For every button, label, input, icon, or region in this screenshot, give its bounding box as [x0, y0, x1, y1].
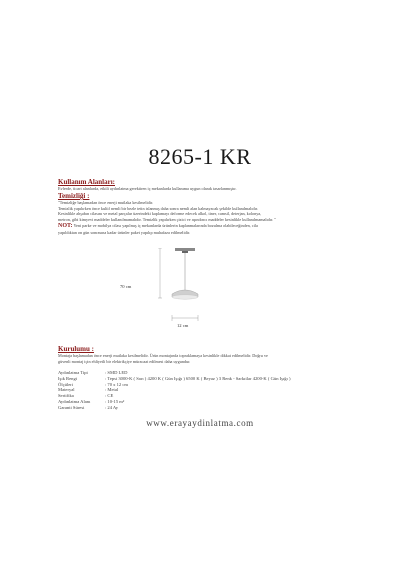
note-text-1: Yeni parke ve mobilya cilası yapılmış iç mekanlarda ürünlerin kaplanmalarında bozulma olabileceğinden, cila [72, 223, 258, 229]
cleaning-line: "Temizliğe başlamadan önce enerji mutlaka kesilmelidir. [58, 200, 154, 205]
spec-value: : CE [105, 393, 114, 399]
cleaning-section [58, 192, 348, 236]
installation-heading [58, 345, 348, 353]
spec-key: Materyal [58, 387, 75, 393]
cleaning-heading [58, 192, 348, 200]
installation-line-1: Montaja başlamadan önce enerji mutlaka kesilmelidir. Ürün montajında topraklamaya kesinlikle dikkat edilmelidir. Doğru ve [58, 353, 268, 358]
spec-key: Aydınlatma Tipi [58, 370, 88, 375]
spec-table [58, 370, 290, 411]
website-url: www.erayaydinlatma.com [146, 418, 254, 428]
cleaning-line: Kesinlikle ahşabın cilasını ve metal parçalar üzerindeki kaplamayı deforme edecek alkol, tiner, camsil, deterjan, kolonya, [58, 211, 262, 217]
spec-key: Işık Rengi [58, 375, 78, 381]
height-label: 70 cm [120, 284, 132, 289]
width-label: 12 cm [177, 323, 189, 328]
ceiling-canopy [175, 248, 195, 251]
spec-value: : 10-15 m² [105, 398, 125, 404]
spec-key: Aydınlatma Alanı [58, 398, 91, 404]
note-text-2: yapıldıktan on gün sonrasına kadar ürünler paket yapılıp muhafaza edilmelidir. [58, 229, 191, 235]
spec-value: : 24 Ay [105, 404, 119, 410]
product-title: 8265-1 KR [148, 144, 252, 169]
spec-value: : SMD LED [105, 370, 128, 375]
spec-key: Sertifika [58, 393, 74, 399]
cleaning-line: metron, gibi kimyevi maddeler kullanılmamalıdır. Temizlik yapılırken çizici ve aşındırıcı maddeler kesinlikle kullanılmamalıdır. " [58, 216, 276, 222]
usage-text: Evlerde, ticari alanlarda, etkili aydınlatma gerektiren iç mekanlarda kullanıma uygun olarak tasarlanmıştır. [58, 186, 237, 191]
canopy-mount [182, 251, 188, 253]
spec-row [58, 405, 290, 411]
installation-line-2: güvenli montaj için ehliyetli bir elektrikçiye müracaat edilmesi daha uygundur. [58, 358, 191, 364]
usage-heading [58, 178, 348, 186]
spec-key: Ölçüleri [58, 381, 74, 387]
product-drawing [120, 248, 250, 334]
spec-value: : Metal [105, 387, 119, 393]
cleaning-heading-text: Temizliği : [58, 192, 90, 200]
usage-section [58, 178, 348, 192]
cleaning-line: Temizlik yapılırken önce kuliif nemli bir bezle tetin islanmış daha sonra nemli alan kalmayacak şekilde kullanılmalıdır. [58, 205, 258, 211]
installation-heading-text: Kurulumu : [58, 345, 94, 353]
note-line [58, 223, 348, 230]
lamp-diffuser [172, 295, 198, 299]
spec-value: : 70 x 12 cm [105, 381, 128, 387]
installation-section [58, 345, 348, 364]
usage-heading-text: Kullanım Alanları: [58, 178, 115, 186]
spec-key: Garanti Süresi [58, 404, 85, 410]
note-label: NOT: [58, 223, 73, 230]
pendant-lamp-illustration [120, 248, 250, 334]
spec-value: : Tepsi 3000-K ( Sarı ) 4200 K ( Gün Işığı ) 6500 K ( Beyaz ) 3 Renk - Sarkıtlar 4200-K ( Gün Işığı ) [105, 375, 291, 381]
